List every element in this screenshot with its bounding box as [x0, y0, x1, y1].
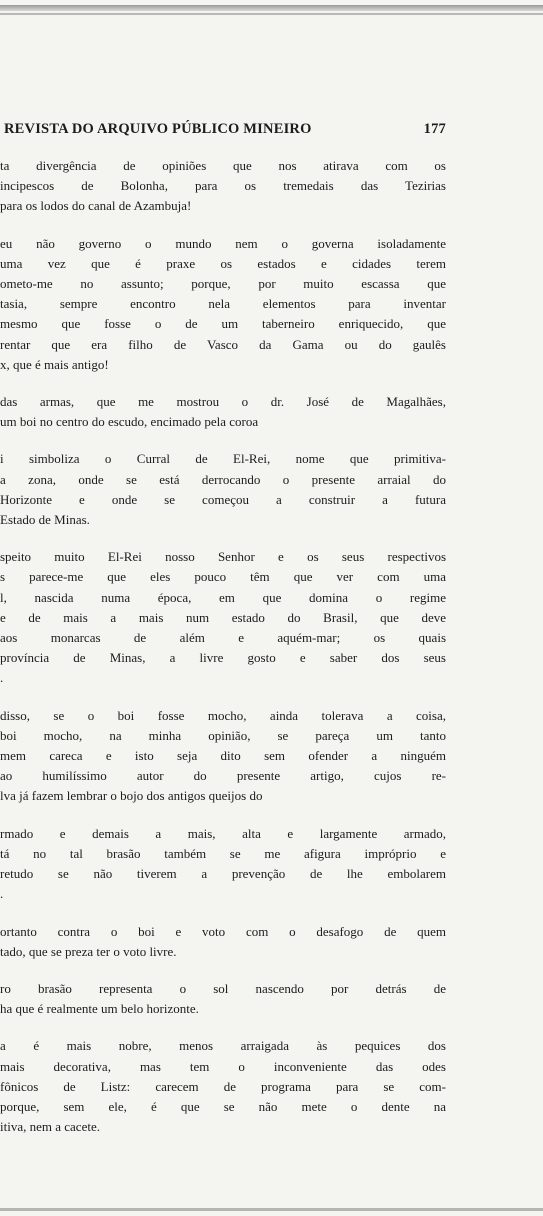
text-line: . — [0, 670, 4, 686]
text-line: lva já fazem lembrar o bojo dos antigos queijos do — [0, 788, 263, 804]
text-line: mais decorativa, mas tem o inconveniente das odes — [0, 1058, 446, 1074]
text-line: rentar que era filho de Vasco da Gama ou do gaulês — [0, 336, 446, 352]
bottom-scan-edge — [0, 1208, 543, 1211]
paragraph — [0, 234, 446, 375]
text-line: tasia, sempre encontro nela elementos para inventar — [0, 296, 446, 312]
text-line: fônicos de Listz: carecem de programa para se com- — [0, 1078, 446, 1094]
text-line: ao humilíssimo autor do presente artigo, cujos re- — [0, 768, 446, 784]
text-line: tá no tal brasão também se me afigura impróprio e — [0, 845, 446, 861]
text-line: aos monarcas de além e aquém-mar; os quais — [0, 630, 446, 646]
text-line: retudo se não tiverem a prevenção de lhe embolarem — [0, 866, 446, 882]
text-line: tado, que se preza ter o voto livre. — [0, 943, 177, 959]
text-line: ometo-me no assunto; porque, por muito escassa que — [0, 276, 446, 292]
text-line: ortanto contra o boi e voto com o desafogo de quem — [0, 923, 446, 939]
text-line: eu não governo o mundo nem o governa isoladamente — [0, 235, 446, 251]
text-line: . — [0, 886, 4, 902]
paragraph — [0, 156, 446, 217]
page-number: 177 — [423, 121, 446, 137]
text-line: um boi no centro do escudo, encimado pela coroa — [0, 414, 259, 430]
text-line: mem careca e isto seja dito sem ofender a ninguém — [0, 748, 446, 764]
text-line: s parece-me que eles pouco têm que ver com uma — [0, 569, 446, 585]
text-line: província de Minas, a livre gosto e saber dos seus — [0, 650, 446, 666]
body-text — [0, 156, 446, 1154]
paragraph — [0, 979, 446, 1019]
text-line: a zona, onde se está derrocando o presente arraial do — [0, 471, 446, 487]
text-line: uma vez que é praxe os estados e cidades terem — [0, 255, 446, 271]
text-line: i simboliza o Curral de El-Rei, nome que primitiva- — [0, 451, 446, 467]
text-line: ro brasão representa o sol nascendo por detrás de — [0, 980, 446, 996]
text-line: para os lodos do canal de Azambuja! — [0, 198, 192, 214]
text-line: das armas, que me mostrou o dr. José de Magalhães, — [0, 394, 446, 410]
paragraph — [0, 922, 446, 962]
top-scan-edge — [0, 5, 543, 11]
text-line: boi mocho, na minha opinião, se pareça um tanto — [0, 727, 446, 743]
text-line: porque, sem ele, é que se não mete o dente na — [0, 1098, 446, 1114]
text-line: speito muito El-Rei nosso Senhor e os seus respectivos — [0, 549, 446, 565]
top-scan-line — [0, 13, 543, 15]
paragraph — [0, 449, 446, 530]
paragraph — [0, 547, 446, 688]
text-line: ta divergência de opiniões que nos atirava com os — [0, 158, 446, 173]
text-line: x, que é mais antigo! — [0, 356, 109, 372]
text-line: mesmo que fosse o de um taberneiro enriquecido, que — [0, 316, 446, 332]
text-line: rmado e demais a mais, alta e largamente armado, — [0, 825, 446, 841]
paragraph — [0, 824, 446, 905]
text-line: itiva, nem a cacete. — [0, 1119, 100, 1135]
text-line: disso, se o boi fosse mocho, ainda tolerava a coisa, — [0, 707, 446, 723]
paragraph — [0, 392, 446, 432]
text-line: Horizonte e onde se começou a construir a futura — [0, 491, 446, 507]
text-line: ha que é realmente um belo horizonte. — [0, 1001, 199, 1017]
paragraph — [0, 706, 446, 807]
text-line: l, nascida numa época, em que domina o regime — [0, 589, 446, 605]
text-line: Estado de Minas. — [0, 512, 90, 528]
text-line: incipescos de Bolonha, para os tremedais das Tezirias — [0, 178, 446, 194]
text-line: a é mais nobre, menos arraigada às pequices dos — [0, 1038, 446, 1054]
paragraph — [0, 1036, 446, 1137]
text-line: e de mais a mais num estado do Brasil, que deve — [0, 609, 446, 625]
running-title: REVISTA DO ARQUIVO PÚBLICO MINEIRO — [4, 121, 312, 137]
